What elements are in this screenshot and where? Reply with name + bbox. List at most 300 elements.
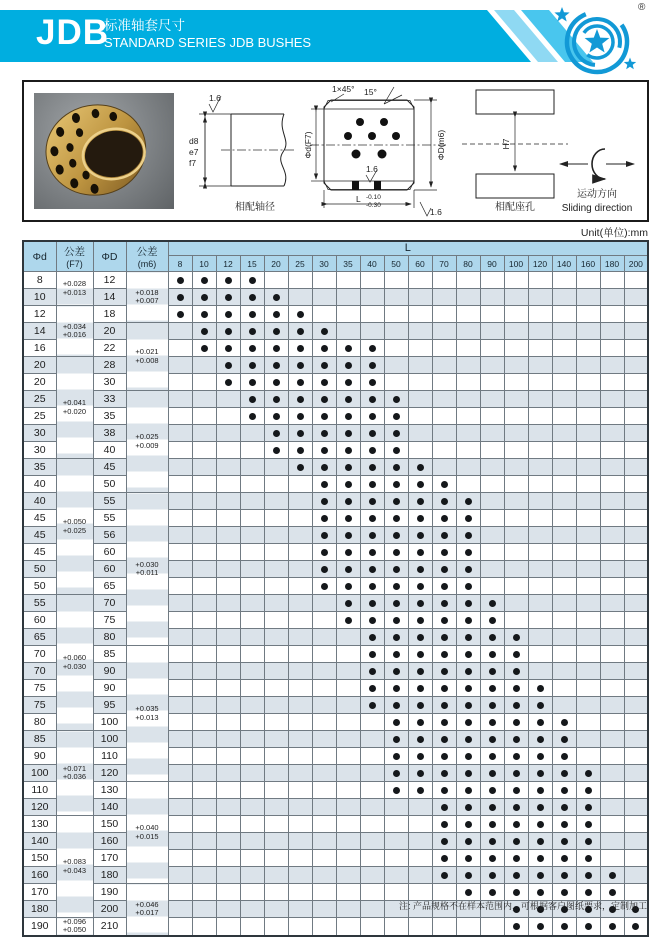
housing-caption: 相配座孔 bbox=[495, 202, 535, 213]
length-cell bbox=[360, 374, 384, 391]
cell-inner-diameter: 25 bbox=[23, 391, 56, 408]
col-header-tol-f7-label: 公差 bbox=[64, 246, 85, 258]
length-cell bbox=[576, 374, 600, 391]
availability-dot bbox=[321, 498, 328, 505]
sliding-direction bbox=[548, 146, 646, 216]
availability-dot bbox=[273, 413, 280, 420]
availability-dot bbox=[537, 702, 544, 709]
length-cell bbox=[480, 340, 504, 357]
length-cell bbox=[456, 408, 480, 425]
length-cell bbox=[216, 357, 240, 374]
availability-dot bbox=[249, 396, 256, 403]
length-cell bbox=[456, 629, 480, 646]
availability-dot bbox=[465, 787, 472, 794]
cell-outer-diameter: 56 bbox=[93, 527, 126, 544]
length-cell bbox=[240, 680, 264, 697]
length-cell bbox=[240, 799, 264, 816]
length-cell bbox=[504, 476, 528, 493]
availability-dot bbox=[489, 821, 496, 828]
availability-dot bbox=[321, 481, 328, 488]
availability-dot bbox=[393, 617, 400, 624]
length-cell bbox=[240, 374, 264, 391]
length-cell bbox=[480, 493, 504, 510]
length-cell bbox=[552, 357, 576, 374]
length-cell bbox=[600, 510, 624, 527]
table-row bbox=[23, 731, 648, 748]
length-cell bbox=[600, 561, 624, 578]
length-cell bbox=[576, 476, 600, 493]
length-cell bbox=[216, 765, 240, 782]
availability-dot bbox=[465, 719, 472, 726]
length-cell bbox=[336, 748, 360, 765]
length-cell bbox=[312, 850, 336, 867]
length-cell bbox=[528, 442, 552, 459]
length-cell bbox=[456, 289, 480, 306]
length-cell bbox=[216, 697, 240, 714]
availability-dot bbox=[369, 515, 376, 522]
length-cell bbox=[456, 442, 480, 459]
length-cell bbox=[408, 782, 432, 799]
bush-bottom-wall bbox=[324, 181, 414, 190]
length-cell bbox=[312, 544, 336, 561]
availability-dot bbox=[393, 481, 400, 488]
length-cell bbox=[264, 340, 288, 357]
availability-dot bbox=[513, 685, 520, 692]
cell-outer-diameter: 150 bbox=[93, 816, 126, 833]
length-cell bbox=[216, 391, 240, 408]
length-cell bbox=[216, 459, 240, 476]
length-cell bbox=[528, 357, 552, 374]
availability-dot bbox=[441, 855, 448, 862]
length-cell bbox=[552, 697, 576, 714]
length-cell bbox=[480, 612, 504, 629]
length-cell bbox=[528, 340, 552, 357]
availability-dot bbox=[393, 549, 400, 556]
availability-dot bbox=[369, 634, 376, 641]
length-cell bbox=[240, 697, 264, 714]
tolerance-lower: +0.013 bbox=[135, 712, 159, 722]
length-cell bbox=[600, 680, 624, 697]
availability-dot bbox=[585, 838, 592, 845]
length-cell bbox=[336, 357, 360, 374]
length-cell bbox=[432, 544, 456, 561]
length-header: 60 bbox=[408, 256, 432, 272]
length-cell bbox=[384, 578, 408, 595]
length-header: 80 bbox=[456, 256, 480, 272]
length-cell bbox=[600, 782, 624, 799]
cell-outer-diameter: 90 bbox=[93, 663, 126, 680]
availability-dot bbox=[369, 379, 376, 386]
length-cell bbox=[168, 425, 192, 442]
length-cell bbox=[336, 578, 360, 595]
length-cell bbox=[216, 493, 240, 510]
availability-dot bbox=[489, 838, 496, 845]
length-cell bbox=[552, 289, 576, 306]
table-row bbox=[23, 578, 648, 595]
length-cell bbox=[408, 714, 432, 731]
tolerance-lower: +0.016 bbox=[62, 330, 87, 339]
length-cell bbox=[528, 391, 552, 408]
length-cell bbox=[192, 884, 216, 901]
length-cell bbox=[192, 595, 216, 612]
cell-outer-diameter: 110 bbox=[93, 748, 126, 765]
length-cell bbox=[504, 680, 528, 697]
availability-dot bbox=[393, 685, 400, 692]
length-cell bbox=[336, 306, 360, 323]
length-cell bbox=[312, 867, 336, 884]
length-cell bbox=[240, 391, 264, 408]
length-cell bbox=[432, 731, 456, 748]
length-cell bbox=[384, 357, 408, 374]
length-cell bbox=[168, 765, 192, 782]
length-cell bbox=[528, 612, 552, 629]
availability-dot bbox=[393, 413, 400, 420]
availability-dot bbox=[321, 328, 328, 335]
length-cell bbox=[240, 272, 264, 289]
length-cell bbox=[384, 782, 408, 799]
length-cell bbox=[528, 374, 552, 391]
availability-dot bbox=[345, 413, 352, 420]
length-cell bbox=[600, 697, 624, 714]
availability-dot bbox=[609, 889, 616, 896]
length-cell bbox=[312, 833, 336, 850]
length-cell bbox=[264, 544, 288, 561]
length-cell bbox=[528, 476, 552, 493]
length-cell bbox=[312, 748, 336, 765]
length-cell bbox=[192, 748, 216, 765]
length-cell bbox=[432, 629, 456, 646]
cell-inner-diameter: 110 bbox=[23, 782, 56, 799]
length-cell bbox=[552, 408, 576, 425]
length-cell bbox=[168, 374, 192, 391]
availability-dot bbox=[249, 379, 256, 386]
length-cell bbox=[480, 561, 504, 578]
cell-inner-diameter: 45 bbox=[23, 527, 56, 544]
length-cell bbox=[408, 816, 432, 833]
length-cell bbox=[480, 544, 504, 561]
availability-dot bbox=[297, 345, 304, 352]
length-cell bbox=[624, 374, 648, 391]
length-header: 12 bbox=[216, 256, 240, 272]
availability-dot bbox=[513, 719, 520, 726]
length-cell bbox=[192, 493, 216, 510]
length-cell bbox=[480, 663, 504, 680]
length-cell bbox=[504, 714, 528, 731]
length-cell bbox=[288, 442, 312, 459]
length-cell bbox=[408, 799, 432, 816]
length-cell bbox=[624, 799, 648, 816]
length-cell bbox=[432, 391, 456, 408]
availability-dot bbox=[393, 498, 400, 505]
length-cell bbox=[192, 476, 216, 493]
length-cell bbox=[552, 374, 576, 391]
length-cell bbox=[288, 425, 312, 442]
cell-outer-diameter: 33 bbox=[93, 391, 126, 408]
length-cell bbox=[288, 850, 312, 867]
length-cell bbox=[240, 527, 264, 544]
length-cell bbox=[336, 884, 360, 901]
availability-dot bbox=[297, 379, 304, 386]
length-cell bbox=[480, 357, 504, 374]
length-cell bbox=[264, 680, 288, 697]
length-cell bbox=[192, 850, 216, 867]
length-cell bbox=[336, 867, 360, 884]
length-cell bbox=[552, 646, 576, 663]
length-cell bbox=[288, 833, 312, 850]
length-cell bbox=[552, 391, 576, 408]
cell-inner-diameter: 170 bbox=[23, 884, 56, 901]
availability-dot bbox=[369, 430, 376, 437]
length-cell bbox=[240, 493, 264, 510]
availability-dot bbox=[417, 736, 424, 743]
length-cell bbox=[360, 323, 384, 340]
length-cell bbox=[216, 544, 240, 561]
availability-dot bbox=[465, 838, 472, 845]
length-cell bbox=[192, 544, 216, 561]
availability-dot bbox=[321, 447, 328, 454]
length-cell bbox=[576, 731, 600, 748]
length-cell bbox=[432, 850, 456, 867]
length-cell bbox=[480, 289, 504, 306]
length-cell bbox=[168, 782, 192, 799]
length-cell bbox=[312, 646, 336, 663]
angle-label: 15° bbox=[364, 87, 377, 97]
availability-dot bbox=[537, 872, 544, 879]
availability-dot bbox=[609, 923, 616, 930]
length-cell bbox=[168, 391, 192, 408]
tolerance-lower: +0.020 bbox=[62, 406, 87, 416]
availability-dot bbox=[345, 566, 352, 573]
availability-dot bbox=[537, 685, 544, 692]
table-row bbox=[23, 289, 648, 306]
length-cell bbox=[504, 561, 528, 578]
cell-outer-diameter: 170 bbox=[93, 850, 126, 867]
availability-dot bbox=[513, 702, 520, 709]
length-cell bbox=[384, 306, 408, 323]
length-cell bbox=[600, 272, 624, 289]
length-tol-upper: -0.10 bbox=[366, 194, 381, 201]
availability-dot bbox=[561, 787, 568, 794]
length-cell bbox=[216, 833, 240, 850]
length-cell bbox=[288, 578, 312, 595]
length-cell bbox=[456, 374, 480, 391]
length-cell bbox=[360, 289, 384, 306]
availability-dot bbox=[273, 430, 280, 437]
logo-star-center bbox=[585, 29, 610, 53]
length-cell bbox=[384, 493, 408, 510]
cell-inner-diameter: 60 bbox=[23, 612, 56, 629]
length-cell bbox=[408, 493, 432, 510]
length-cell bbox=[408, 748, 432, 765]
length-header: 15 bbox=[240, 256, 264, 272]
length-cell bbox=[264, 442, 288, 459]
col-header-D bbox=[93, 241, 126, 272]
length-cell bbox=[384, 867, 408, 884]
cell-outer-diameter: 80 bbox=[93, 629, 126, 646]
header-banner bbox=[0, 10, 620, 62]
length-cell bbox=[432, 425, 456, 442]
availability-dot bbox=[489, 855, 496, 862]
cell-outer-diameter: 22 bbox=[93, 340, 126, 357]
length-cell bbox=[600, 850, 624, 867]
availability-dot bbox=[369, 532, 376, 539]
availability-dot bbox=[489, 600, 496, 607]
length-cell bbox=[480, 374, 504, 391]
length-cell bbox=[408, 306, 432, 323]
length-cell bbox=[360, 714, 384, 731]
length-cell bbox=[504, 612, 528, 629]
length-cell bbox=[336, 561, 360, 578]
length-cell bbox=[504, 544, 528, 561]
length-cell bbox=[504, 782, 528, 799]
length-cell bbox=[216, 816, 240, 833]
length-cell bbox=[504, 850, 528, 867]
availability-dot bbox=[225, 379, 232, 386]
length-cell bbox=[552, 493, 576, 510]
tolerance-upper: +0.041 bbox=[62, 398, 87, 408]
availability-dot bbox=[489, 617, 496, 624]
tolerance-lower: +0.017 bbox=[135, 908, 159, 918]
length-cell bbox=[240, 765, 264, 782]
tolerance-cell bbox=[126, 493, 168, 646]
availability-dot bbox=[465, 855, 472, 862]
length-cell bbox=[552, 714, 576, 731]
length-cell bbox=[504, 289, 528, 306]
cell-inner-diameter: 50 bbox=[23, 561, 56, 578]
length-cell bbox=[552, 680, 576, 697]
length-cell bbox=[408, 867, 432, 884]
length-cell bbox=[456, 765, 480, 782]
availability-dot bbox=[465, 634, 472, 641]
length-cell bbox=[552, 850, 576, 867]
length-cell bbox=[240, 578, 264, 595]
table-row bbox=[23, 374, 648, 391]
length-cell bbox=[360, 408, 384, 425]
length-cell bbox=[288, 272, 312, 289]
length-cell bbox=[456, 493, 480, 510]
availability-dot bbox=[561, 855, 568, 862]
shaft-caption: 相配轴径 bbox=[235, 202, 275, 213]
cell-outer-diameter: 20 bbox=[93, 323, 126, 340]
availability-dot bbox=[465, 532, 472, 539]
availability-dot bbox=[369, 413, 376, 420]
length-cell bbox=[432, 323, 456, 340]
length-cell bbox=[384, 612, 408, 629]
table-row bbox=[23, 918, 648, 936]
availability-dot bbox=[465, 702, 472, 709]
length-cell bbox=[384, 850, 408, 867]
length-cell bbox=[264, 816, 288, 833]
length-cell bbox=[312, 340, 336, 357]
length-cell bbox=[312, 459, 336, 476]
length-cell bbox=[624, 714, 648, 731]
availability-dot bbox=[441, 668, 448, 675]
availability-dot bbox=[537, 770, 544, 777]
length-cell bbox=[240, 340, 264, 357]
table-row bbox=[23, 340, 648, 357]
table-row bbox=[23, 425, 648, 442]
length-cell bbox=[432, 680, 456, 697]
length-cell bbox=[576, 459, 600, 476]
availability-dot bbox=[321, 549, 328, 556]
length-cell bbox=[408, 510, 432, 527]
availability-dot bbox=[273, 447, 280, 454]
length-cell bbox=[216, 850, 240, 867]
length-cell bbox=[216, 408, 240, 425]
tolerance-lower: +0.030 bbox=[62, 661, 87, 671]
length-cell bbox=[312, 527, 336, 544]
length-cell bbox=[264, 918, 288, 936]
length-cell bbox=[600, 476, 624, 493]
cell-outer-diameter: 38 bbox=[93, 425, 126, 442]
cell-outer-diameter: 90 bbox=[93, 680, 126, 697]
length-cell bbox=[240, 731, 264, 748]
availability-dot bbox=[489, 804, 496, 811]
availability-dot bbox=[225, 311, 232, 318]
cell-inner-diameter: 120 bbox=[23, 799, 56, 816]
length-cell bbox=[216, 578, 240, 595]
availability-dot bbox=[297, 413, 304, 420]
cell-outer-diameter: 120 bbox=[93, 765, 126, 782]
length-cell bbox=[240, 459, 264, 476]
length-cell bbox=[240, 850, 264, 867]
table-row bbox=[23, 391, 648, 408]
length-cell bbox=[480, 850, 504, 867]
bush-section-drawing bbox=[304, 84, 452, 220]
length-header: 50 bbox=[384, 256, 408, 272]
availability-dot bbox=[561, 821, 568, 828]
length-cell bbox=[168, 629, 192, 646]
length-cell bbox=[480, 833, 504, 850]
tolerance-lower: +0.009 bbox=[135, 440, 159, 450]
tolerance-upper: +0.035 bbox=[135, 704, 159, 714]
availability-dot bbox=[417, 685, 424, 692]
availability-dot bbox=[465, 668, 472, 675]
cell-outer-diameter: 200 bbox=[93, 901, 126, 918]
length-cell bbox=[168, 697, 192, 714]
logo-star-bottomright bbox=[624, 58, 636, 70]
length-cell bbox=[624, 595, 648, 612]
availability-dot bbox=[249, 294, 256, 301]
length-cell bbox=[432, 918, 456, 936]
length-cell bbox=[192, 323, 216, 340]
table-row bbox=[23, 765, 648, 782]
length-cell bbox=[216, 425, 240, 442]
length-cell bbox=[288, 408, 312, 425]
length-cell bbox=[240, 629, 264, 646]
length-cell bbox=[600, 765, 624, 782]
length-cell bbox=[384, 323, 408, 340]
length-cell bbox=[264, 476, 288, 493]
length-cell bbox=[168, 918, 192, 936]
availability-dot bbox=[417, 498, 424, 505]
length-cell bbox=[384, 476, 408, 493]
length-cell bbox=[288, 748, 312, 765]
length-cell bbox=[168, 612, 192, 629]
length-cell bbox=[312, 731, 336, 748]
cell-outer-diameter: 100 bbox=[93, 714, 126, 731]
length-cell bbox=[288, 782, 312, 799]
availability-dot bbox=[537, 753, 544, 760]
length-cell bbox=[360, 833, 384, 850]
length-cell bbox=[552, 527, 576, 544]
length-cell bbox=[600, 374, 624, 391]
availability-dot bbox=[513, 770, 520, 777]
length-cell bbox=[408, 918, 432, 936]
availability-dot bbox=[369, 464, 376, 471]
length-cell bbox=[600, 442, 624, 459]
availability-dot bbox=[632, 923, 639, 930]
